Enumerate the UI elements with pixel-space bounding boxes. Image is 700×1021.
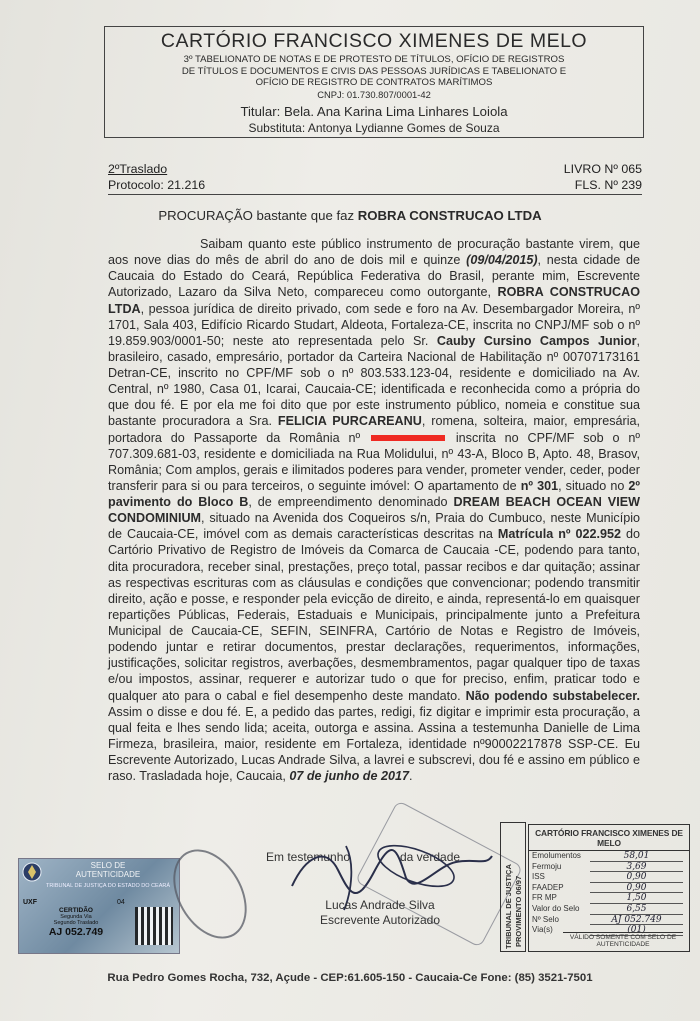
fee-row: Fermoju 3,69: [529, 862, 689, 873]
body-text: , situado na Avenida dos Coqueiros s/n, Praia do Cumbuco, neste Município de Caucaia-CE, imóvel com as demais características descritas na: [108, 511, 640, 542]
body-emphasis: DREAM BEACH OCEAN VIEW CONDOMINIUM: [108, 495, 640, 526]
body-text: do Cartório Privativo de Registro de Imóveis da Comarca de Caucaia -CE, podendo para tanto, dita procuradora, receber sinal, prestações, preço total, passar recibos e dar quitação; assinar as respectivas escrituras com as cláusulas e condições que convencionar; podendo transmitir direito, ação e posse, e responder pela evicção de direito, e ainda, representá-lo em quaisquer repartições Públicas, Federais, Estaduais e Municipais, principalmente junto a Prefeitura Municipal de Caucaia-CE, SEFIN, SEINFRA, Cartório de Notas e Registro de Imóveis, podendo juntar e retirar documentos, prestar declarações, requerimentos, informações, justificações, solicitar registros, averbações, desmembramentos, pagar qualquer tipo de taxas e/ou impostos, assinar, requerer e autorizar tudo o que for preciso, enfim, praticar todo e qualquer ato para o cabal e fiel desempenho deste mandato.: [108, 527, 640, 703]
livro-label: LIVRO Nº 065: [563, 162, 642, 176]
body-text: , romena, solteira, maior, empresária, portadora do Passaporte da România nº: [108, 414, 640, 445]
testemunho-label: Em testemunho: [266, 850, 351, 864]
verdade-label: da verdade: [400, 850, 461, 864]
signer-role: Escrevente Autorizado: [319, 913, 441, 927]
fee-row: FAADEP 0,90: [529, 883, 689, 894]
fee-row: ISS 0,90: [529, 872, 689, 883]
tribunal-sidebar: TRIBUNAL DE JUSTIÇA PROVIMENTO 06/97: [500, 822, 526, 952]
body-text: .: [409, 769, 413, 784]
body-emphasis: FELICIA PURCAREANU: [277, 414, 422, 429]
notary-header-box: [104, 26, 644, 138]
redaction-bar: [371, 435, 445, 441]
body-text: , nesta cidade de Caucaia do Estado do Ceará, República Federativa do Brasil, perante mim, Escrevente Autorizado, Lazaro da Silva Neto, compareceu como outorgante,: [108, 253, 640, 300]
body-emphasis: ROBRA CONSTRUCAO LTDA: [108, 285, 640, 316]
body-emphasis: Cauby Cursino Campos Junior: [436, 333, 637, 348]
body-text: , brasileiro, casado, empresário, portador da Carteira Nacional de Habilitação nº 00707173161 Detran-CE, inscrito no CPF/MF sob o nº 803.533.123-04, residente e domiciliado na Av. Central, nº 1980, Casa 01, Icarai, Caucaia-CE; identificada e reconhecida como a própria do que dou fé. E por ela me foi dito que por este instrumento público, nomeia e constitue sua bastante procuradora a Sra.: [108, 333, 641, 429]
office-description: 3º TABELIONATO DE NOTAS E DE PROTESTO DE TÍTULOS, OFÍCIO DE REGISTROS DE TÍTULOS E DOCUMENTOS E CIVIS DAS PESSOAS JURÍDICAS E TABELIONATO E OFÍCIO DE REGISTRO DE CONTRATOS MARÍTIMOS: [181, 54, 567, 89]
fees-table: CARTÓRIO FRANCISCO XIMENES DE MELO Emolumentos 58,01 Fermoju 3,69 ISS 0,90 FAADEP 0,90 FR MP 1,50 Valor do Selo 6,55 Nº Selo AJ 052.749 Via(s) (01) VÁLIDO SOMENTE COM SELO DE AUTENTICIDADE: [528, 824, 690, 952]
signer-name: Lucas Andrade Silva: [325, 898, 435, 912]
body-paragraph: [108, 236, 640, 784]
body-emphasis: Matrícula nº 022.952: [497, 527, 621, 542]
fee-row: Emolumentos 58,01: [529, 851, 689, 862]
traslado-label: 2ºTraslado: [108, 162, 168, 176]
fee-row: Nº Selo AJ 052.749: [529, 915, 689, 926]
coat-of-arms-icon: [21, 861, 43, 883]
body-text: inscrita no CPF/MF sob o nº 707.309.681-03, residente e domiciliada na Rua Molidului, nº 43-A, Bloco B, Apto. 48, Brasov, România; Com amplos, gerais e ilimitados poderes para vender, prometer vender, ceder, poder transferir para si ou para terceiros, o seguinte imóvel: O apartamento de: [108, 430, 640, 493]
fees-footer: VÁLIDO SOMENTE COM SELO DE AUTENTICIDADE: [563, 932, 683, 948]
body-text: , pessoa jurídica de direito privado, com sede e foro na Av. Desembargador Moreira, nº 1701, Sala 403, Edifício Ricardo Studart, Aldeota, Fortaleza-CE, inscrita no CNPJ/MF sob o nº 19.859.903/0001-50; neste ato representada pelo Sr.: [108, 301, 640, 348]
office-cnpj: CNPJ: 01.730.807/0001-42: [317, 88, 431, 100]
header-divider: [108, 194, 642, 195]
fee-row: Via(s) (01): [529, 925, 689, 936]
document-body: [108, 236, 640, 784]
seal-code: AJ 052.749: [48, 926, 104, 938]
body-text: , situado no: [558, 478, 629, 493]
body-text: Assim o disse e dou fé. E, a pedido das partes, redigi, fiz digitar e imprimir esta procuração, a qual feita e lhes sendo lida; aceita, outorga e assina. Assina a testemunha Danielle de Lima Firmeza, brasileira, maior, residente em Fortaleza, identidade nº90002217878 SSP-CE. Eu Escrevente Autorizado, Lucas Andrade Silva, a lavrei e subscrevi, dou fé e assino em público e raso. Trasladada hoje, Caucaia,: [108, 704, 640, 784]
body-emphasis: nº 301: [520, 478, 559, 493]
body-text: Saibam quanto este público instrumento de procuração bastante virem, que aos nove dias do mês de abril do ano de dois mil e quinze: [108, 237, 640, 268]
substituta-line: Substituta: Antonya Lydianne Gomes de Souza: [248, 120, 500, 135]
titular-line: Titular: Bela. Ana Karina Lima Linhares Loiola: [240, 103, 508, 119]
body-emphasis: 07 de junho de 2017: [289, 769, 410, 784]
folhas-label: FLS. Nº 239: [574, 178, 642, 192]
fee-row: Valor do Selo 6,55: [529, 904, 689, 915]
page-footer-address: Rua Pedro Gomes Rocha, 732, Açude - CEP:61.605-150 - Caucaia-Ce Fone: (85) 3521-7501: [107, 972, 593, 984]
office-name: CARTÓRIO FRANCISCO XIMENES DE MELO: [160, 30, 588, 52]
body-emphasis: Não podendo substabelecer.: [465, 688, 640, 703]
fee-row: FR MP 1,50: [529, 893, 689, 904]
qr-code-icon: [135, 907, 173, 945]
document-title: PROCURAÇÃO bastante que faz ROBRA CONSTRUCAO LTDA: [158, 208, 542, 223]
body-emphasis: 2º pavimento do Bloco B: [108, 478, 640, 509]
authenticity-seal: SELO DE AUTENTICIDADE TRIBUNAL DE JUSTIÇA DO ESTADO DO CEARÁ UXF 04 CERTIDÃO Segunda Via Segundo Traslado AJ 052.749: [18, 858, 180, 954]
body-emphasis: (09/04/2015): [466, 253, 538, 268]
body-text: , de empreendimento denominado: [248, 495, 454, 509]
protocolo-label: Protocolo: 21.216: [108, 178, 206, 192]
